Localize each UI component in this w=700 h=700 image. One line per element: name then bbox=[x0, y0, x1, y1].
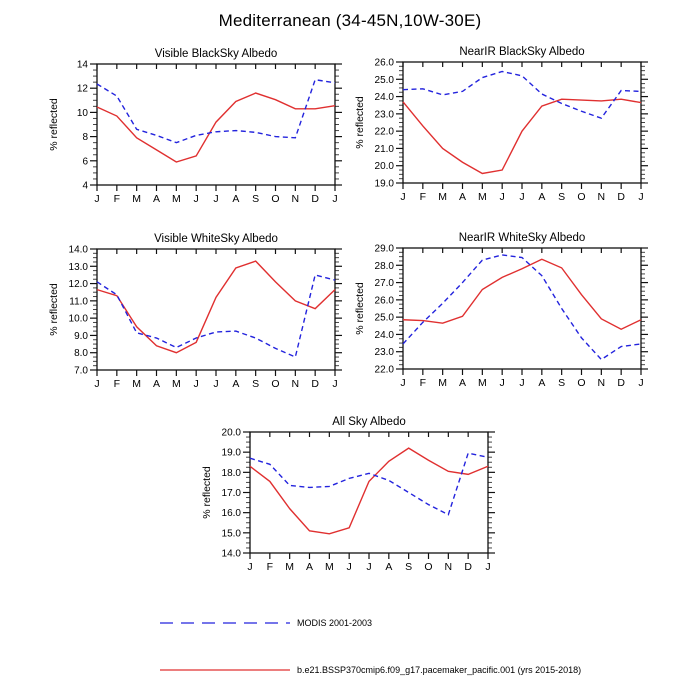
x-tick-label: O bbox=[577, 377, 586, 389]
y-tick-label: 22.0 bbox=[374, 364, 394, 376]
x-tick-label: J bbox=[193, 378, 199, 390]
x-tick-label: S bbox=[252, 193, 260, 205]
x-tick-label: N bbox=[291, 193, 300, 205]
model-series-line bbox=[97, 93, 335, 162]
y-tick-label: 17.0 bbox=[221, 488, 241, 499]
y-tick-label: 23.0 bbox=[374, 347, 394, 359]
x-tick-label: F bbox=[266, 561, 274, 573]
y-axis-label: % reflected bbox=[48, 98, 60, 151]
x-tick-label: M bbox=[171, 378, 181, 390]
x-tick-label: F bbox=[113, 193, 121, 205]
x-tick-label: J bbox=[638, 377, 644, 389]
x-tick-label: D bbox=[311, 193, 319, 205]
y-tick-label: 24.0 bbox=[374, 92, 394, 104]
x-tick-label: J bbox=[519, 377, 525, 389]
x-tick-label: N bbox=[291, 378, 300, 390]
x-tick-label: A bbox=[152, 193, 161, 205]
y-tick-label: 8 bbox=[82, 132, 88, 144]
plot-frame bbox=[403, 248, 641, 369]
y-tick-label: 25.0 bbox=[374, 312, 394, 324]
y-tick-label: 7.0 bbox=[74, 365, 88, 377]
x-tick-label: D bbox=[617, 191, 625, 203]
y-tick-label: 27.0 bbox=[374, 278, 394, 290]
y-tick-label: 15.0 bbox=[221, 528, 241, 540]
x-tick-label: A bbox=[458, 377, 467, 389]
x-tick-label: J bbox=[638, 191, 644, 203]
x-tick-label: A bbox=[538, 377, 546, 389]
x-tick-label: S bbox=[558, 377, 566, 389]
y-tick-label: 9.0 bbox=[74, 330, 88, 342]
panel-title: All Sky Albedo bbox=[332, 416, 406, 428]
y-tick-label: 12 bbox=[76, 83, 88, 95]
model-series-line bbox=[403, 99, 641, 173]
y-axis-label: % reflected bbox=[354, 96, 366, 149]
x-tick-label: A bbox=[538, 191, 546, 203]
y-tick-label: 8.0 bbox=[74, 348, 88, 360]
x-tick-label: A bbox=[232, 193, 240, 205]
y-tick-label: 12.0 bbox=[68, 279, 88, 291]
y-tick-label: 4 bbox=[82, 180, 88, 192]
chart-nearir-blacksky-albedo bbox=[345, 40, 665, 210]
x-tick-label: J bbox=[485, 561, 491, 573]
model-series-line bbox=[250, 448, 488, 534]
panel-title: NearIR WhiteSky Albedo bbox=[458, 232, 586, 244]
y-tick-label: 14 bbox=[76, 59, 88, 71]
x-tick-label: J bbox=[213, 193, 219, 205]
modis-series-line bbox=[97, 275, 335, 357]
x-tick-label: M bbox=[285, 561, 295, 573]
x-tick-label: D bbox=[617, 377, 625, 389]
x-tick-label: J bbox=[247, 561, 253, 573]
modis-series-line bbox=[250, 453, 488, 515]
x-tick-label: M bbox=[477, 377, 487, 389]
y-tick-label: 10 bbox=[76, 107, 88, 119]
figure-title: Mediterranean (34-45N,10W-30E) bbox=[218, 11, 482, 30]
y-tick-label: 11.0 bbox=[69, 296, 88, 308]
y-tick-label: 20.0 bbox=[374, 161, 394, 173]
x-tick-label: J bbox=[499, 191, 505, 203]
y-axis-label: % reflected bbox=[201, 466, 213, 519]
y-tick-label: 26.0 bbox=[374, 295, 394, 307]
y-tick-label: 19.0 bbox=[374, 178, 394, 190]
x-tick-label: M bbox=[438, 191, 448, 203]
plot-frame bbox=[97, 249, 335, 370]
legend-item-model bbox=[160, 664, 581, 676]
x-tick-label: S bbox=[558, 191, 566, 203]
x-tick-label: A bbox=[232, 378, 240, 390]
axes bbox=[396, 62, 648, 189]
chart-svg bbox=[192, 410, 512, 580]
x-tick-label: J bbox=[366, 561, 372, 573]
model-series-line bbox=[403, 259, 641, 329]
x-tick-label: F bbox=[419, 377, 427, 389]
x-tick-label: A bbox=[385, 561, 393, 573]
x-tick-label: J bbox=[213, 378, 219, 390]
y-tick-label: 23.0 bbox=[374, 109, 394, 121]
x-tick-label: S bbox=[405, 561, 413, 573]
chart-svg bbox=[39, 227, 359, 397]
x-tick-label: S bbox=[252, 378, 260, 390]
x-tick-label: N bbox=[597, 377, 606, 389]
chart-nearir-whitesky-albedo bbox=[345, 226, 665, 396]
x-tick-label: J bbox=[94, 193, 100, 205]
y-axis-label: % reflected bbox=[48, 283, 60, 336]
y-tick-label: 10.0 bbox=[68, 313, 88, 325]
x-tick-label: N bbox=[444, 561, 453, 573]
y-tick-label: 26.0 bbox=[374, 57, 394, 69]
x-tick-label: O bbox=[271, 193, 280, 205]
x-tick-label: J bbox=[400, 191, 406, 203]
y-tick-label: 22.0 bbox=[374, 126, 394, 138]
x-tick-label: A bbox=[305, 561, 314, 573]
chart-svg bbox=[345, 226, 665, 396]
modis-series-line bbox=[403, 72, 641, 119]
y-tick-label: 13.0 bbox=[68, 261, 88, 273]
x-tick-label: A bbox=[152, 378, 161, 390]
x-tick-label: O bbox=[424, 561, 433, 573]
x-tick-label: D bbox=[311, 378, 319, 390]
y-tick-label: 28.0 bbox=[374, 260, 394, 272]
x-tick-label: O bbox=[577, 191, 586, 203]
y-tick-label: 19.0 bbox=[221, 447, 241, 459]
x-tick-label: J bbox=[400, 377, 406, 389]
modis-legend-line bbox=[160, 617, 290, 629]
y-tick-label: 14.0 bbox=[68, 244, 88, 256]
x-tick-label: J bbox=[332, 193, 338, 205]
x-tick-label: N bbox=[597, 191, 606, 203]
model-legend-line bbox=[160, 664, 290, 676]
chart-visible-blacksky-albedo bbox=[39, 42, 359, 212]
x-tick-label: M bbox=[132, 193, 142, 205]
x-tick-label: J bbox=[94, 378, 100, 390]
panel-title: Visible BlackSky Albedo bbox=[154, 48, 278, 60]
x-tick-label: J bbox=[332, 378, 338, 390]
x-tick-label: A bbox=[458, 191, 467, 203]
chart-all-sky-albedo bbox=[192, 410, 512, 580]
plot-frame bbox=[403, 62, 641, 183]
plot-frame bbox=[250, 432, 488, 553]
chart-svg bbox=[39, 42, 359, 212]
chart-visible-whitesky-albedo bbox=[39, 227, 359, 397]
x-tick-label: D bbox=[464, 561, 472, 573]
y-tick-label: 6 bbox=[82, 156, 88, 168]
y-tick-label: 18.0 bbox=[221, 467, 241, 479]
chart-svg bbox=[345, 40, 665, 210]
legend-label-model: b.e21.BSSP370cmip6.f09_g17.pacemaker_pacific.001 (yrs 2015-2018) bbox=[297, 665, 582, 675]
x-tick-label: M bbox=[477, 191, 487, 203]
x-tick-label: J bbox=[519, 191, 525, 203]
x-tick-label: O bbox=[271, 378, 280, 390]
y-tick-label: 20.0 bbox=[221, 427, 241, 439]
x-tick-label: M bbox=[171, 193, 181, 205]
x-tick-label: J bbox=[193, 193, 199, 205]
panel-title: NearIR BlackSky Albedo bbox=[459, 46, 585, 58]
y-axis-label: % reflected bbox=[354, 282, 366, 335]
legend-label-modis: MODIS 2001-2003 bbox=[297, 618, 373, 628]
x-tick-label: F bbox=[113, 378, 121, 390]
x-tick-label: J bbox=[499, 377, 505, 389]
y-tick-label: 24.0 bbox=[374, 329, 394, 341]
x-tick-label: J bbox=[346, 561, 352, 573]
legend-item-modis bbox=[160, 617, 372, 629]
x-tick-label: M bbox=[132, 378, 142, 390]
y-tick-label: 29.0 bbox=[374, 243, 394, 255]
y-tick-label: 25.0 bbox=[374, 74, 394, 86]
x-tick-label: M bbox=[324, 561, 334, 573]
modis-series-line bbox=[403, 255, 641, 360]
y-tick-label: 16.0 bbox=[221, 508, 241, 520]
x-tick-label: M bbox=[438, 377, 448, 389]
panel-title: Visible WhiteSky Albedo bbox=[154, 233, 278, 245]
y-tick-label: 21.0 bbox=[374, 143, 394, 155]
x-tick-label: F bbox=[419, 191, 427, 203]
y-tick-label: 14.0 bbox=[221, 548, 241, 560]
